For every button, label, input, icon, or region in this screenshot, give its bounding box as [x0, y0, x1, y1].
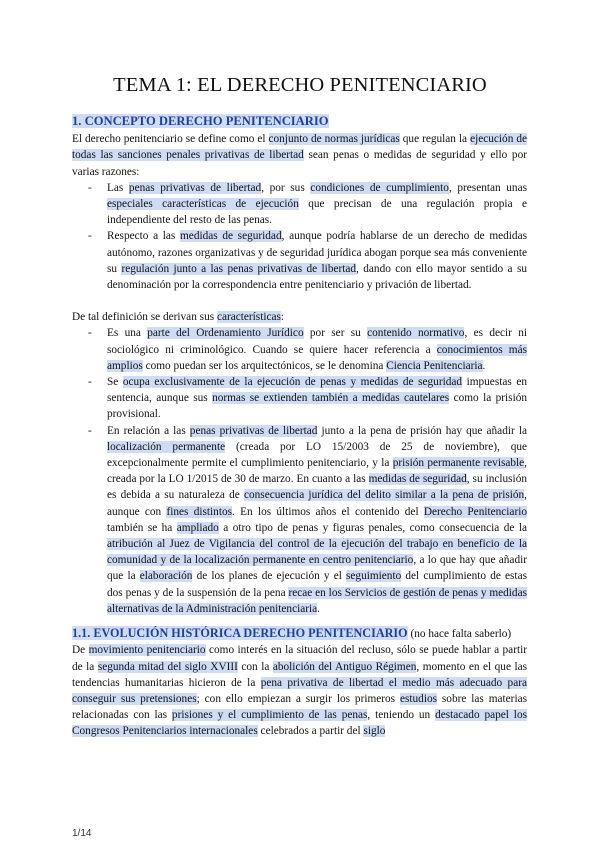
highlighted-text: pena privativa de libertad el medio más adecuado para conseguir sus pretensiones: [72, 676, 527, 705]
highlighted-text: condiciones de cumplimiento: [310, 181, 449, 194]
body-text: , a lo que hay que añadir que la: [107, 554, 527, 583]
characteristics-intro: [72, 309, 527, 325]
highlighted-text: medidas de seguridad: [180, 230, 282, 243]
body-text: , su inclusión es debida a su naturaleza de: [107, 473, 527, 502]
list-item: [107, 374, 527, 423]
body-text: , teniendo un: [367, 709, 436, 722]
highlighted-text: consecuencia jurídica del delito similar a la pena de prisión: [244, 489, 525, 502]
body-text: del cumplimiento de estas dos penas y de la suspensión de la pena: [107, 570, 527, 599]
body-text: El derecho penitenciario se define como el: [72, 133, 269, 146]
body-text: con la: [237, 660, 273, 673]
highlighted-text: regulación junto a las penas privativas de libertad: [121, 262, 357, 275]
body-text: de los planes de ejecución y el: [192, 570, 347, 583]
body-text: Las: [107, 181, 129, 194]
history-paragraph: [72, 642, 527, 739]
body-text: celebrados a partir del: [257, 725, 364, 738]
highlighted-text: prisión permanente revisable: [392, 457, 525, 470]
highlighted-text: atribución al Juez de Vigilancia del control de la ejecución del trabajo en beneficio de la comunidad y de la localización permanente en centro penitenciario: [107, 538, 527, 567]
highlighted-text: siglo: [363, 725, 386, 738]
highlighted-text: ejecución de todas las sanciones penales privativas de libertad: [72, 133, 527, 162]
body-text: como la prisión provisional.: [107, 392, 527, 421]
highlighted-text: parte del Ordenamiento Jurídico: [147, 327, 304, 340]
body-text: :: [280, 311, 285, 324]
highlighted-text: movimiento penitenciario: [88, 644, 206, 657]
body-text: , creada por la LO 1/2015 de 30 de marzo. En cuanto a las: [107, 457, 527, 486]
body-text: ; con ello empiezan a surgir los primeros: [196, 692, 400, 705]
highlighted-text: características: [216, 311, 281, 324]
body-text: En relación a las: [107, 424, 190, 437]
body-text: Se: [107, 376, 123, 389]
body-text: , momento en el que las tendencias humanitarias hicieron de la: [72, 660, 528, 689]
body-text: .: [482, 359, 486, 372]
highlighted-text: penas privativas de libertad: [189, 424, 318, 437]
body-text: , es decir ni sociológico ni criminológico. Cuando se quiere hacer referencia a: [107, 327, 527, 356]
body-text: sobre las materias relacionadas con las: [72, 692, 527, 722]
list-item: [107, 180, 527, 229]
body-text: sean penas o medidas de seguridad y ello por varias razones:: [72, 149, 527, 178]
body-text: que precisan de una regulación propia e independiente del resto de las penas.: [107, 198, 527, 227]
body-text: , por sus: [261, 181, 311, 194]
section-heading-text: 1. CONCEPTO DERECHO PENITENCIARIO: [72, 114, 329, 128]
highlighted-text: elaboración: [139, 570, 193, 583]
highlighted-text: normas se extienden también a medidas cautelares: [212, 392, 450, 405]
highlighted-text: recae en los Servicios de gestión de penas y medidas alternativas de la Administración penitenciaria: [107, 586, 527, 615]
highlighted-text: ampliado: [176, 521, 219, 534]
list-item: [107, 325, 527, 374]
body-text: a otro tipo de penas y figuras penales, como consecuencia de la: [218, 521, 528, 534]
body-text: junto a la pena de prisión hay que añadir la: [317, 424, 527, 437]
body-text: De: [72, 644, 89, 657]
body-text: , aunque podría hablarse de un derecho de medidas autónomo, razones organizativas y de seguridad jurídica abogan porque sea más conveniente su: [107, 230, 527, 275]
body-text: De tal definición se derivan sus: [72, 311, 217, 324]
spacer: [72, 293, 527, 309]
highlighted-text: Ciencia Penitenciaria: [386, 359, 483, 372]
characteristics-list: [72, 325, 527, 617]
body-text: Es una: [107, 327, 148, 340]
body-text: , presentan unas: [448, 181, 527, 194]
highlighted-text: localización permanente: [107, 440, 226, 453]
body-text: (creada por LO 15/2003 de 25 de noviembre), que excepcionalmente permite el cumplimiento penitenciario, y la: [107, 440, 528, 470]
body-text: .: [317, 602, 320, 615]
highlighted-text: ocupa exclusivamente de la ejecución de penas y medidas de seguridad: [122, 376, 463, 389]
highlighted-text: penas privativas de libertad: [128, 181, 262, 194]
highlighted-text: especiales características de ejecución: [107, 198, 299, 211]
body-text: . En los últimos años el contenido del: [232, 505, 424, 518]
list-item: [107, 228, 527, 293]
highlighted-text: abolición del Antiguo Régimen: [272, 660, 417, 673]
spacer: [72, 617, 527, 625]
document-body: [72, 113, 527, 740]
document-title: TEMA 1: EL DERECHO PENITENCIARIO: [113, 74, 487, 96]
section-heading-text: 1.1. EVOLUCIÓN HISTÓRICA DERECHO PENITENCIARIO: [72, 626, 408, 641]
highlighted-text: segunda mitad del siglo XVIII: [97, 660, 238, 673]
body-text: que regulan la: [399, 133, 471, 146]
body-text: por ser su: [303, 327, 368, 340]
highlighted-text: conocimientos más amplios: [107, 343, 528, 372]
highlighted-text: prisiones y el cumplimiento de las penas: [171, 709, 368, 722]
body-text: como interés en la situación del recluso, sólo se puede hablar a partir de la: [72, 644, 527, 673]
section-heading-evolucion: [72, 625, 527, 642]
list-item: [107, 423, 527, 617]
highlighted-text: contenido normativo: [367, 327, 465, 340]
highlighted-text: fines distintos: [166, 505, 233, 518]
body-text: , dando con ello mayor sentido a su denominación por la correspondencia entre penitenciario y privación de libertad.: [107, 262, 527, 292]
reasons-list: [72, 180, 527, 293]
highlighted-text: estudios: [399, 692, 438, 705]
body-text: también se ha: [107, 521, 177, 534]
section-heading-concepto: [72, 113, 527, 129]
section-heading-note: (no hace falta saberlo): [407, 628, 512, 641]
definition-paragraph: [72, 131, 527, 180]
highlighted-text: destacado papel los Congresos Penitenciarios internacionales: [72, 709, 527, 738]
body-text: , aunque con: [107, 489, 527, 518]
highlighted-text: medidas de seguridad: [368, 473, 467, 486]
highlighted-text: Derecho Penitenciario: [423, 505, 527, 518]
body-text: como puedan ser los arquitectónicos, se le denomina: [142, 359, 387, 372]
body-text: Respecto a las: [107, 230, 181, 243]
page-number: 1/14: [72, 828, 92, 839]
highlighted-text: seguimiento: [346, 570, 402, 583]
body-text: impuestas en sentencia, aunque sus: [107, 376, 527, 405]
highlighted-text: conjunto de normas jurídicas: [268, 133, 400, 146]
